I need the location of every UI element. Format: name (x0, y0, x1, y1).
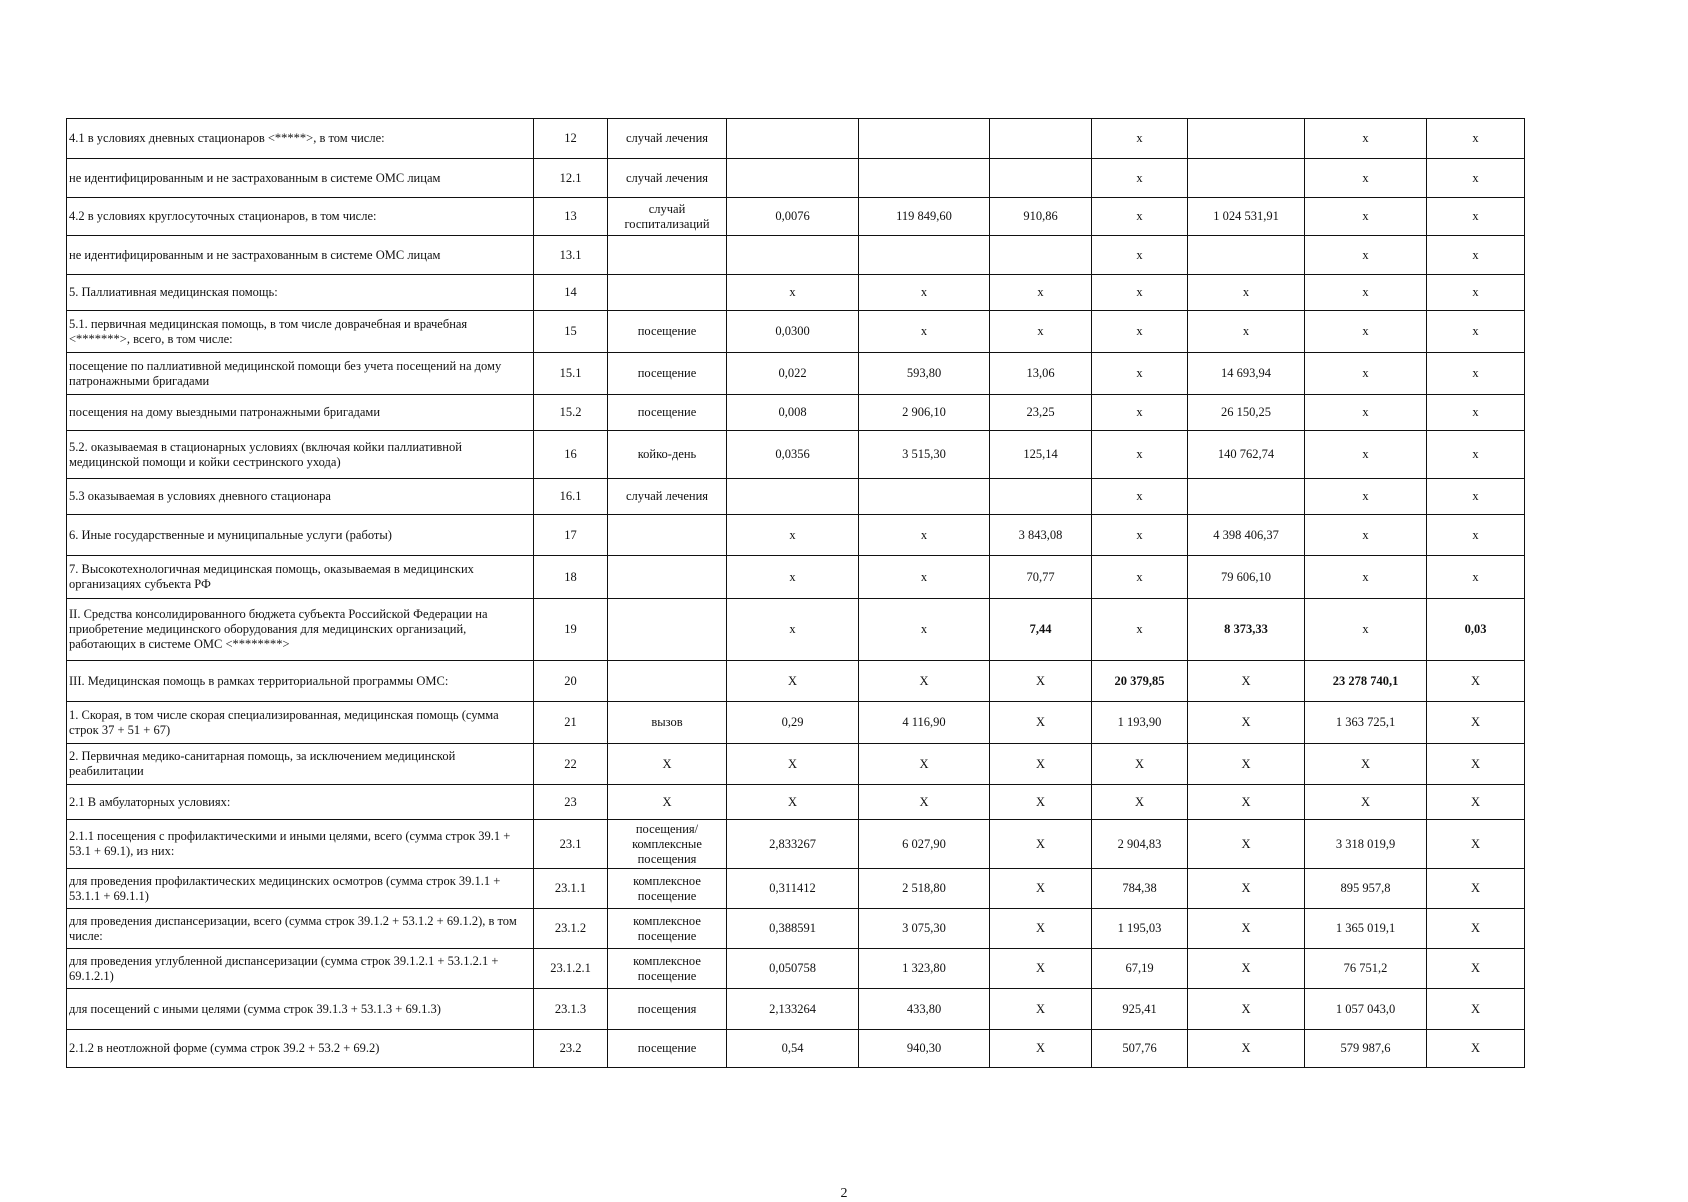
cell-per-capita-oms: x (1092, 479, 1188, 515)
cell-cost-norm: x (859, 311, 990, 353)
cell-total-oms: x (1305, 431, 1427, 479)
cell-total-budget: 14 693,94 (1188, 353, 1305, 395)
cell-total-oms: x (1305, 198, 1427, 236)
cell-volume-norm: x (727, 275, 859, 311)
cell-total-budget (1188, 159, 1305, 198)
cell-row-code: 23 (534, 785, 608, 820)
cell-per-capita-budget (990, 159, 1092, 198)
cell-total-budget: X (1188, 949, 1305, 989)
table-row (67, 479, 1525, 515)
cell-unit: комплексное посещение (608, 949, 727, 989)
cell-per-capita-oms: 784,38 (1092, 869, 1188, 909)
cell-share: x (1427, 395, 1525, 431)
cell-per-capita-budget: 125,14 (990, 431, 1092, 479)
cell-total-oms: 895 957,8 (1305, 869, 1427, 909)
cell-row-code: 20 (534, 661, 608, 702)
cell-description: посещение по паллиативной медицинской помощи без учета посещений на дому патронажными бригадами (67, 353, 534, 395)
table-row (67, 1030, 1525, 1068)
cell-cost-norm: 2 906,10 (859, 395, 990, 431)
cell-per-capita-budget: X (990, 785, 1092, 820)
cell-per-capita-oms: 507,76 (1092, 1030, 1188, 1068)
cell-volume-norm (727, 159, 859, 198)
cell-volume-norm (727, 119, 859, 159)
cell-volume-norm: 0,311412 (727, 869, 859, 909)
cell-total-oms: 1 363 725,1 (1305, 702, 1427, 744)
cell-total-oms: 3 318 019,9 (1305, 820, 1427, 869)
cell-row-code: 23.1 (534, 820, 608, 869)
cell-total-oms: x (1305, 515, 1427, 556)
cell-share: x (1427, 119, 1525, 159)
cell-volume-norm: 0,388591 (727, 909, 859, 949)
cell-per-capita-oms: x (1092, 311, 1188, 353)
cell-share: x (1427, 159, 1525, 198)
cell-per-capita-oms: X (1092, 785, 1188, 820)
cell-description: 1. Скорая, в том числе скорая специализированная, медицинская помощь (сумма строк 37 + 51 + 67) (67, 702, 534, 744)
table-row (67, 556, 1525, 599)
cell-share: X (1427, 661, 1525, 702)
cell-share: X (1427, 1030, 1525, 1068)
cell-per-capita-oms: x (1092, 159, 1188, 198)
table-row (67, 431, 1525, 479)
cell-per-capita-budget: 23,25 (990, 395, 1092, 431)
cell-volume-norm: 0,0356 (727, 431, 859, 479)
cell-description: 5. Паллиативная медицинская помощь: (67, 275, 534, 311)
table-row (67, 661, 1525, 702)
cell-row-code: 12 (534, 119, 608, 159)
cell-total-budget (1188, 236, 1305, 275)
cell-per-capita-budget: 70,77 (990, 556, 1092, 599)
cell-cost-norm: X (859, 785, 990, 820)
cell-volume-norm: X (727, 744, 859, 785)
cell-cost-norm: 6 027,90 (859, 820, 990, 869)
cell-per-capita-budget: X (990, 820, 1092, 869)
cell-share: x (1427, 198, 1525, 236)
cell-total-budget: 8 373,33 (1188, 599, 1305, 661)
cell-description: 5.1. первичная медицинская помощь, в том числе доврачебная и врачебная <*******>, всего, в том числе: (67, 311, 534, 353)
cell-unit: посещения (608, 989, 727, 1030)
cell-per-capita-oms: x (1092, 119, 1188, 159)
table-body (67, 119, 1525, 1068)
table-row (67, 949, 1525, 989)
table-row (67, 515, 1525, 556)
cell-total-oms: x (1305, 311, 1427, 353)
cell-total-budget: X (1188, 869, 1305, 909)
table-row (67, 869, 1525, 909)
cell-description: II. Средства консолидированного бюджета субъекта Российской Федерации на приобретение медицинского оборудования для медицинских организаций, работающих в системе ОМС <********> (67, 599, 534, 661)
cell-unit: посещение (608, 353, 727, 395)
table-row (67, 353, 1525, 395)
cell-unit (608, 515, 727, 556)
cell-row-code: 23.1.2 (534, 909, 608, 949)
cell-per-capita-budget: X (990, 1030, 1092, 1068)
cell-cost-norm: 119 849,60 (859, 198, 990, 236)
cell-unit: случай лечения (608, 119, 727, 159)
cell-volume-norm (727, 479, 859, 515)
cell-per-capita-budget: 910,86 (990, 198, 1092, 236)
cell-per-capita-oms: 1 195,03 (1092, 909, 1188, 949)
cell-cost-norm: 2 518,80 (859, 869, 990, 909)
table-row (67, 236, 1525, 275)
cell-description: 4.2 в условиях круглосуточных стационаров, в том числе: (67, 198, 534, 236)
cell-description: для проведения профилактических медицинских осмотров (сумма строк 39.1.1 + 53.1.1 + 69.1.1) (67, 869, 534, 909)
cell-row-code: 14 (534, 275, 608, 311)
cell-row-code: 16 (534, 431, 608, 479)
cell-total-oms: x (1305, 236, 1427, 275)
cell-volume-norm: 0,050758 (727, 949, 859, 989)
cell-description: 2.1.2 в неотложной форме (сумма строк 39.2 + 53.2 + 69.2) (67, 1030, 534, 1068)
cell-total-oms: x (1305, 395, 1427, 431)
cell-volume-norm: x (727, 599, 859, 661)
cell-share: 0,03 (1427, 599, 1525, 661)
cell-cost-norm: x (859, 515, 990, 556)
cell-description: 7. Высокотехнологичная медицинская помощь, оказываемая в медицинских организациях субъекта РФ (67, 556, 534, 599)
cell-row-code: 21 (534, 702, 608, 744)
cell-volume-norm: 2,133264 (727, 989, 859, 1030)
cell-per-capita-oms: x (1092, 275, 1188, 311)
cell-share: X (1427, 785, 1525, 820)
cell-cost-norm (859, 479, 990, 515)
cell-description: посещения на дому выездными патронажными бригадами (67, 395, 534, 431)
cell-volume-norm: 0,54 (727, 1030, 859, 1068)
cell-per-capita-budget: X (990, 949, 1092, 989)
cell-description: 2.1 В амбулаторных условиях: (67, 785, 534, 820)
cell-cost-norm: 593,80 (859, 353, 990, 395)
cell-row-code: 13 (534, 198, 608, 236)
cell-share: x (1427, 275, 1525, 311)
cell-row-code: 19 (534, 599, 608, 661)
cell-volume-norm: X (727, 785, 859, 820)
cell-total-budget: x (1188, 311, 1305, 353)
cell-unit: комплексное посещение (608, 869, 727, 909)
cell-per-capita-budget: x (990, 275, 1092, 311)
cell-total-budget: X (1188, 989, 1305, 1030)
cell-total-budget: 79 606,10 (1188, 556, 1305, 599)
cell-total-oms: 1 365 019,1 (1305, 909, 1427, 949)
cell-unit: X (608, 744, 727, 785)
cell-unit: случай лечения (608, 479, 727, 515)
cell-per-capita-oms: x (1092, 556, 1188, 599)
cell-total-oms: x (1305, 159, 1427, 198)
page-number: 2 (840, 1186, 848, 1201)
cell-per-capita-budget: X (990, 869, 1092, 909)
cell-unit: случай госпитализаций (608, 198, 727, 236)
cell-share: x (1427, 311, 1525, 353)
document-sheet (66, 118, 1524, 1068)
data-table (66, 118, 1525, 1068)
table-row (67, 599, 1525, 661)
cell-total-budget: 26 150,25 (1188, 395, 1305, 431)
cell-unit: посещение (608, 1030, 727, 1068)
table-row (67, 909, 1525, 949)
cell-cost-norm: x (859, 275, 990, 311)
cell-description: III. Медицинская помощь в рамках территориальной программы ОМС: (67, 661, 534, 702)
cell-total-oms: x (1305, 353, 1427, 395)
cell-share: X (1427, 949, 1525, 989)
cell-total-oms: x (1305, 479, 1427, 515)
cell-share: X (1427, 909, 1525, 949)
cell-per-capita-oms: x (1092, 515, 1188, 556)
cell-share: x (1427, 236, 1525, 275)
cell-per-capita-budget: 13,06 (990, 353, 1092, 395)
cell-per-capita-oms: 67,19 (1092, 949, 1188, 989)
cell-total-oms: 76 751,2 (1305, 949, 1427, 989)
cell-row-code: 17 (534, 515, 608, 556)
cell-cost-norm: x (859, 556, 990, 599)
cell-total-budget: 140 762,74 (1188, 431, 1305, 479)
cell-volume-norm: x (727, 515, 859, 556)
cell-total-budget (1188, 119, 1305, 159)
cell-description: 2.1.1 посещения с профилактическими и иными целями, всего (сумма строк 39.1 + 53.1 + 69.1), из них: (67, 820, 534, 869)
cell-description: не идентифицированным и не застрахованным в системе ОМС лицам (67, 159, 534, 198)
cell-cost-norm (859, 236, 990, 275)
cell-share: X (1427, 744, 1525, 785)
cell-per-capita-oms: x (1092, 353, 1188, 395)
cell-total-oms: 23 278 740,1 (1305, 661, 1427, 702)
cell-per-capita-budget (990, 479, 1092, 515)
cell-share: x (1427, 556, 1525, 599)
cell-per-capita-oms: x (1092, 198, 1188, 236)
cell-unit (608, 661, 727, 702)
cell-volume-norm: 0,0300 (727, 311, 859, 353)
cell-share: X (1427, 820, 1525, 869)
cell-per-capita-oms: 925,41 (1092, 989, 1188, 1030)
cell-total-budget (1188, 479, 1305, 515)
cell-per-capita-budget: X (990, 744, 1092, 785)
cell-total-budget: X (1188, 785, 1305, 820)
cell-description: 4.1 в условиях дневных стационаров <*****>, в том числе: (67, 119, 534, 159)
cell-row-code: 23.1.2.1 (534, 949, 608, 989)
cell-share: x (1427, 431, 1525, 479)
cell-volume-norm: x (727, 556, 859, 599)
cell-per-capita-oms: x (1092, 599, 1188, 661)
cell-unit: посещение (608, 395, 727, 431)
cell-unit: койко-день (608, 431, 727, 479)
cell-cost-norm: X (859, 661, 990, 702)
cell-description: не идентифицированным и не застрахованным в системе ОМС лицам (67, 236, 534, 275)
table-row (67, 275, 1525, 311)
cell-total-oms: X (1305, 785, 1427, 820)
cell-total-oms: x (1305, 275, 1427, 311)
cell-per-capita-budget: 7,44 (990, 599, 1092, 661)
cell-share: X (1427, 989, 1525, 1030)
cell-total-budget: X (1188, 661, 1305, 702)
cell-row-code: 15.1 (534, 353, 608, 395)
cell-volume-norm (727, 236, 859, 275)
cell-row-code: 15 (534, 311, 608, 353)
cell-share: x (1427, 479, 1525, 515)
cell-cost-norm: 940,30 (859, 1030, 990, 1068)
cell-per-capita-oms: x (1092, 236, 1188, 275)
table-row (67, 785, 1525, 820)
cell-row-code: 12.1 (534, 159, 608, 198)
cell-per-capita-budget: X (990, 989, 1092, 1030)
cell-unit (608, 599, 727, 661)
cell-unit (608, 275, 727, 311)
cell-description: для посещений с иными целями (сумма строк 39.1.3 + 53.1.3 + 69.1.3) (67, 989, 534, 1030)
cell-row-code: 16.1 (534, 479, 608, 515)
cell-unit: посещения/ комплексные посещения (608, 820, 727, 869)
cell-row-code: 23.1.1 (534, 869, 608, 909)
cell-description: для проведения углубленной диспансеризации (сумма строк 39.1.2.1 + 53.1.2.1 + 69.1.2.1) (67, 949, 534, 989)
cell-total-budget: X (1188, 909, 1305, 949)
cell-description: 5.3 оказываемая в условиях дневного стационара (67, 479, 534, 515)
cell-per-capita-oms: 20 379,85 (1092, 661, 1188, 702)
cell-per-capita-budget: X (990, 702, 1092, 744)
cell-description: 6. Иные государственные и муниципальные услуги (работы) (67, 515, 534, 556)
cell-cost-norm: X (859, 744, 990, 785)
cell-total-oms: 579 987,6 (1305, 1030, 1427, 1068)
cell-row-code: 15.2 (534, 395, 608, 431)
cell-per-capita-budget (990, 119, 1092, 159)
cell-cost-norm (859, 119, 990, 159)
cell-unit: вызов (608, 702, 727, 744)
cell-total-budget: 4 398 406,37 (1188, 515, 1305, 556)
cell-share: X (1427, 869, 1525, 909)
table-row (67, 159, 1525, 198)
table-row (67, 989, 1525, 1030)
cell-per-capita-oms: x (1092, 395, 1188, 431)
cell-total-oms: X (1305, 744, 1427, 785)
cell-cost-norm: 3 515,30 (859, 431, 990, 479)
cell-volume-norm: 0,0076 (727, 198, 859, 236)
cell-total-budget: X (1188, 820, 1305, 869)
cell-per-capita-budget: x (990, 311, 1092, 353)
table-row (67, 198, 1525, 236)
cell-cost-norm: 1 323,80 (859, 949, 990, 989)
cell-row-code: 18 (534, 556, 608, 599)
table-row (67, 395, 1525, 431)
cell-cost-norm: x (859, 599, 990, 661)
table-row (67, 744, 1525, 785)
cell-cost-norm (859, 159, 990, 198)
cell-volume-norm: 0,022 (727, 353, 859, 395)
table-row (67, 119, 1525, 159)
cell-description: для проведения диспансеризации, всего (сумма строк 39.1.2 + 53.1.2 + 69.1.2), в том числе: (67, 909, 534, 949)
cell-share: x (1427, 353, 1525, 395)
cell-description: 5.2. оказываемая в стационарных условиях (включая койки паллиативной медицинской помощи и койки сестринского ухода) (67, 431, 534, 479)
cell-total-budget: X (1188, 702, 1305, 744)
cell-volume-norm: X (727, 661, 859, 702)
table-row (67, 311, 1525, 353)
cell-per-capita-oms: X (1092, 744, 1188, 785)
cell-total-oms: x (1305, 556, 1427, 599)
cell-unit: случай лечения (608, 159, 727, 198)
cell-volume-norm: 0,008 (727, 395, 859, 431)
cell-per-capita-budget: X (990, 661, 1092, 702)
cell-cost-norm: 4 116,90 (859, 702, 990, 744)
cell-share: X (1427, 702, 1525, 744)
cell-description: 2. Первичная медико-санитарная помощь, за исключением медицинской реабилитации (67, 744, 534, 785)
cell-per-capita-oms: x (1092, 431, 1188, 479)
table-row (67, 820, 1525, 869)
cell-row-code: 13.1 (534, 236, 608, 275)
table-row (67, 702, 1525, 744)
cell-cost-norm: 433,80 (859, 989, 990, 1030)
cell-row-code: 23.2 (534, 1030, 608, 1068)
cell-per-capita-oms: 2 904,83 (1092, 820, 1188, 869)
cell-per-capita-budget: X (990, 909, 1092, 949)
cell-unit (608, 236, 727, 275)
cell-per-capita-budget: 3 843,08 (990, 515, 1092, 556)
cell-total-oms: 1 057 043,0 (1305, 989, 1427, 1030)
cell-per-capita-budget (990, 236, 1092, 275)
cell-unit: X (608, 785, 727, 820)
cell-volume-norm: 2,833267 (727, 820, 859, 869)
cell-total-budget: x (1188, 275, 1305, 311)
cell-cost-norm: 3 075,30 (859, 909, 990, 949)
cell-share: x (1427, 515, 1525, 556)
cell-row-code: 22 (534, 744, 608, 785)
cell-total-budget: 1 024 531,91 (1188, 198, 1305, 236)
cell-unit (608, 556, 727, 599)
cell-row-code: 23.1.3 (534, 989, 608, 1030)
cell-total-budget: X (1188, 744, 1305, 785)
cell-total-budget: X (1188, 1030, 1305, 1068)
cell-total-oms: x (1305, 599, 1427, 661)
cell-unit: комплексное посещение (608, 909, 727, 949)
cell-volume-norm: 0,29 (727, 702, 859, 744)
cell-unit: посещение (608, 311, 727, 353)
cell-per-capita-oms: 1 193,90 (1092, 702, 1188, 744)
cell-total-oms: x (1305, 119, 1427, 159)
